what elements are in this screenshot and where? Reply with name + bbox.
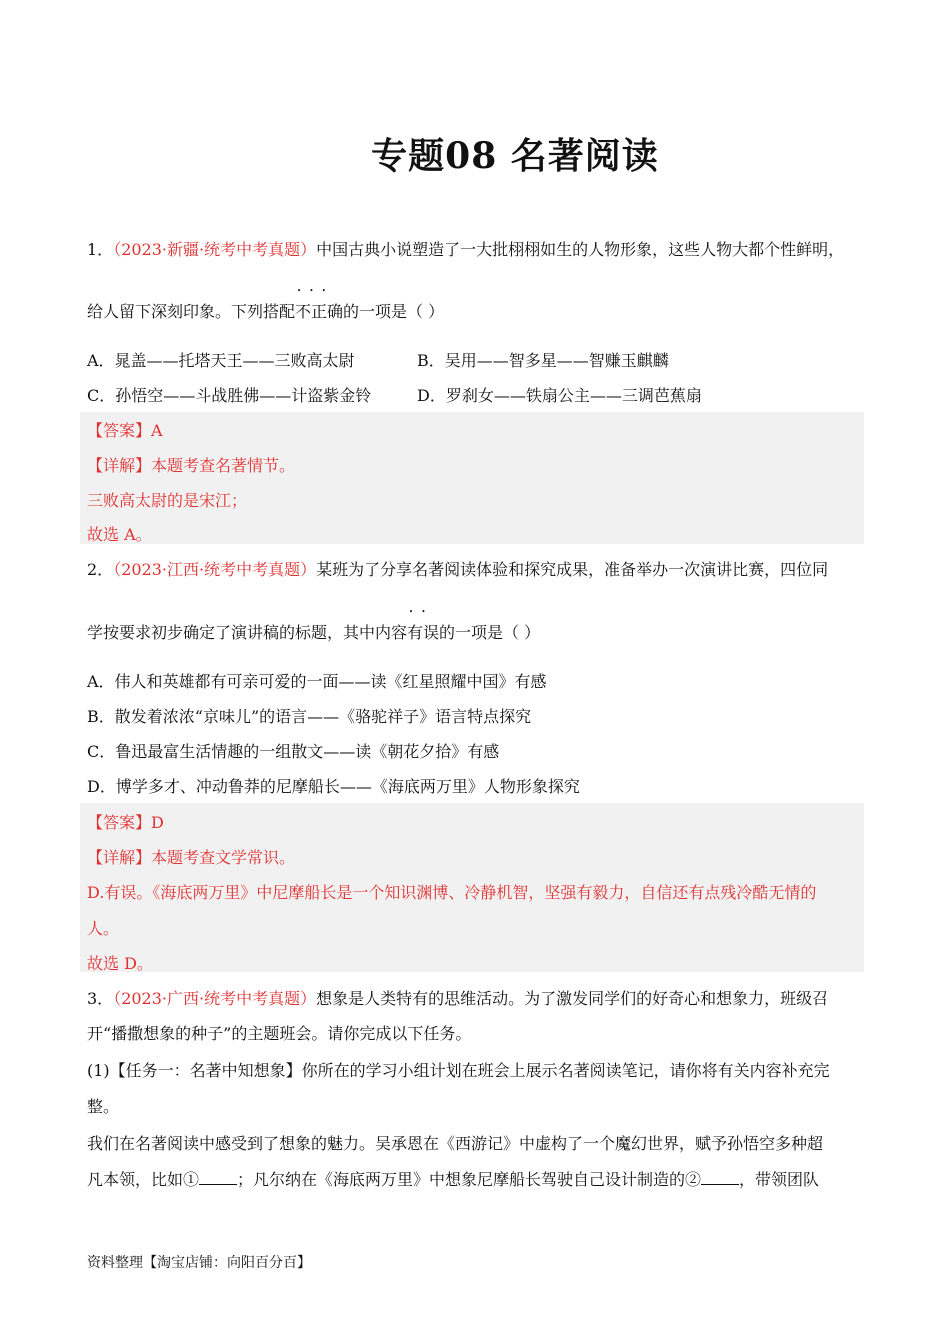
detail-label: 【详解】本题考查名著情节。 [87, 456, 296, 475]
question-text: 中国古典小说塑造了一大批栩栩如生的人物形象，这些人物大都个性鲜明， [316, 240, 845, 259]
emphasis-text: • • 有误 [407, 620, 439, 643]
fill-blank-2[interactable] [701, 1170, 739, 1185]
option-c: C．孙悟空——斗战胜佛——计盗紫金铃 [87, 386, 372, 405]
task-text: (1)【任务一：名著中知想象】你所在的学习小组计划在班会上展示名著阅读笔记，请你将有关内容补充完 [87, 1061, 830, 1080]
question-text: 的一项是（ ） [343, 302, 445, 321]
option-c: C．鲁迅最富生活情趣的一组散文——读《朝花夕拾》有感 [87, 742, 500, 761]
question-number: 1． [87, 240, 114, 259]
answer-label: 【答案】D [87, 813, 164, 832]
footer-note: 资料整理【淘宝店铺：向阳百分百】 [87, 1255, 311, 1271]
fill-blank-1[interactable] [199, 1170, 237, 1185]
option-a: A．伟人和英雄都有可亲可爱的一面——读《红星照耀中国》有感 [87, 672, 547, 691]
question-text: 某班为了分享名著阅读体验和探究成果，准备举办一次演讲比赛，四位同 [316, 560, 829, 579]
paragraph-text: 凡本领，比如① [87, 1170, 200, 1189]
paragraph-text: 我们在名著阅读中感受到了想象的魅力。吴承恩在《西游记》中虚构了一个魔幻世界，赋予孙悟空多种超 [87, 1134, 824, 1153]
question-text: 给人留下深刻印象。下列搭配 [87, 302, 296, 321]
option-a: A．晁盖——托塔天王——三败高太尉 [87, 351, 355, 370]
explanation-text: D.有误。《海底两万里》中尼摩船长是一个知识渊博、冷静机智，坚强有毅力，自信还有点残冷酷无情的 [87, 883, 817, 902]
task-text: 整。 [87, 1097, 120, 1116]
question-source: （2023·新疆·统考中考真题） [113, 240, 317, 259]
choice-text: 故选 A。 [87, 525, 152, 544]
option-d: D．博学多才、冲动鲁莽的尼摩船长——《海底两万里》人物形象探究 [87, 777, 580, 796]
answer-box-1 [80, 412, 864, 544]
question-number: 2． [87, 560, 114, 579]
explanation-text: 人。 [87, 919, 120, 938]
paragraph-text: ；凡尔纳在《海底两万里》中想象尼摩船长驾驶自己设计制造的② [237, 1170, 702, 1189]
choice-text: 故选 D。 [87, 954, 153, 973]
emphasis-text: • • • 不正确 [295, 299, 343, 322]
page-title: 专题08 名著阅读 [371, 135, 659, 177]
question-3-stem-line1 [87, 986, 828, 1009]
option-b: B．吴用——智多星——智赚玉麒麟 [417, 351, 669, 370]
detail-label: 【详解】本题考查文学常识。 [87, 848, 296, 867]
paragraph-text-with-blanks [87, 1167, 819, 1190]
question-source: （2023·江西·统考中考真题） [113, 560, 317, 579]
option-d: D．罗刹女——铁扇公主——三调芭蕉扇 [417, 386, 702, 405]
question-2-stem-line2 [87, 620, 540, 643]
question-text: 想象是人类特有的思维活动。为了激发同学们的好奇心和想象力，班级召 [316, 989, 829, 1008]
question-source: （2023·广西·统考中考真题） [113, 989, 317, 1008]
paragraph-text: ，带领团队 [739, 1170, 820, 1189]
answer-label: 【答案】A [87, 421, 163, 440]
question-text: 的一项是（ ） [439, 623, 541, 642]
question-number: 3． [87, 989, 114, 1008]
option-b: B．散发着浓浓“京味儿”的语言——《骆驼祥子》语言特点探究 [87, 707, 532, 726]
question-2-stem-line1 [87, 557, 828, 580]
explanation-text: 三败高太尉的是宋江； [87, 491, 248, 510]
question-1-stem-line1 [87, 237, 844, 260]
question-text: 开“播撒想象的种子”的主题班会。请你完成以下任务。 [87, 1024, 472, 1043]
question-text: 学按要求初步确定了演讲稿的标题，其中内容 [87, 623, 408, 642]
question-1-stem-line2 [87, 299, 444, 322]
